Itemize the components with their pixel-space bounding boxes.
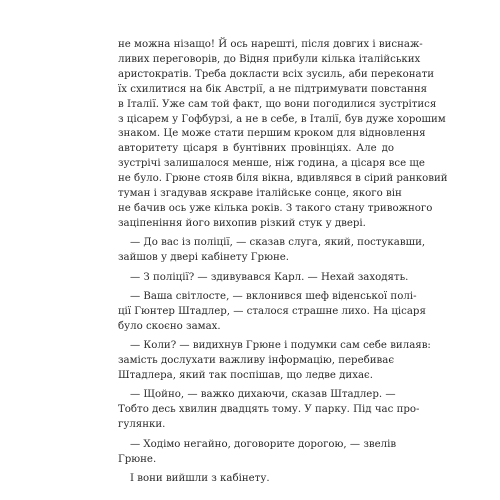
text-line: Штадлера, який так поспішав, що ледве дихає. (118, 370, 373, 382)
text-line: — Коли? — видихнув Грюне і подумки сам себе вилаяв: (130, 340, 431, 352)
text-line: аристократів. Треба докласти всіх зусиль, аби переконати (118, 68, 435, 80)
text-line: не бачив ось уже кілька років. З такого стану тривожного (118, 202, 433, 214)
text-line: — До вас із поліції, — сказав слуга, який, постукавши, (130, 237, 426, 249)
text-line: І вони вийшли з кабінету. (130, 472, 270, 484)
text-line: Грюне. (118, 453, 157, 465)
text-line: гулянки. (118, 419, 166, 431)
text-line: зайшов у двері кабінету Грюне. (118, 252, 289, 264)
text-line: було скоєно замах. (118, 320, 221, 332)
paragraph (118, 290, 426, 335)
text-line: замість дослухати важливу інформацію, перебиває (118, 355, 395, 367)
paragraph (118, 339, 431, 384)
text-line: їх схилитися на бік Австрії, а не підтримувати повстання (118, 83, 428, 95)
text-line: не було. Грюне стояв біля вікна, вдивлявся в сірий ранковий (118, 173, 448, 185)
paragraph (118, 38, 448, 232)
paragraph (118, 388, 420, 433)
text-line: — Ваша світлосте, — вклонився шеф віденської полі- (130, 291, 417, 302)
text-line: з цісарем у Гофбурзі, а не в себе, в Італії, був дуже хорошим (118, 113, 446, 125)
text-line: авторитету цісаря в бунтівних провінціях. Але до (118, 143, 394, 155)
text-line: — Щойно, — важко дихаючи, сказав Штадлер. — (130, 389, 396, 401)
text-line: Тобто десь хвилин двадцять тому. У парку. Під час про- (118, 404, 420, 416)
text-line: заціпеніння його вихопив різкий стук у двері. (118, 217, 366, 229)
text-line: в Італії. Уже сам той факт, що вони погодилися зустрітися (118, 98, 437, 110)
text-line: туман і згадував яскраве італійське сонце, якого він (118, 188, 402, 200)
paragraph (118, 271, 409, 286)
text-line: знаком. Це може стати першим кроком для відновлення (118, 128, 426, 140)
text-line: не можна нізащо! Й ось нарешті, після довгих і виснаж- (118, 39, 423, 50)
text-line: — Ходімо негайно, договорите дорогою, — звелів (130, 438, 397, 450)
paragraph (118, 472, 394, 487)
text-line: ливих переговорів, до Відня прибули кілька італійських (118, 53, 421, 65)
body-text (118, 38, 448, 487)
paragraph (118, 438, 397, 468)
text-line: зустрічі залишалося менше, ніж година, а цісаря все ще (118, 158, 425, 170)
text-line: — З поліції? — здивувався Карл. — Нехай заходять. (130, 271, 409, 283)
paragraph (118, 236, 426, 266)
text-line: ції Гюнтер Штадлер, — сталося страшне лихо. На цісаря (118, 305, 426, 317)
